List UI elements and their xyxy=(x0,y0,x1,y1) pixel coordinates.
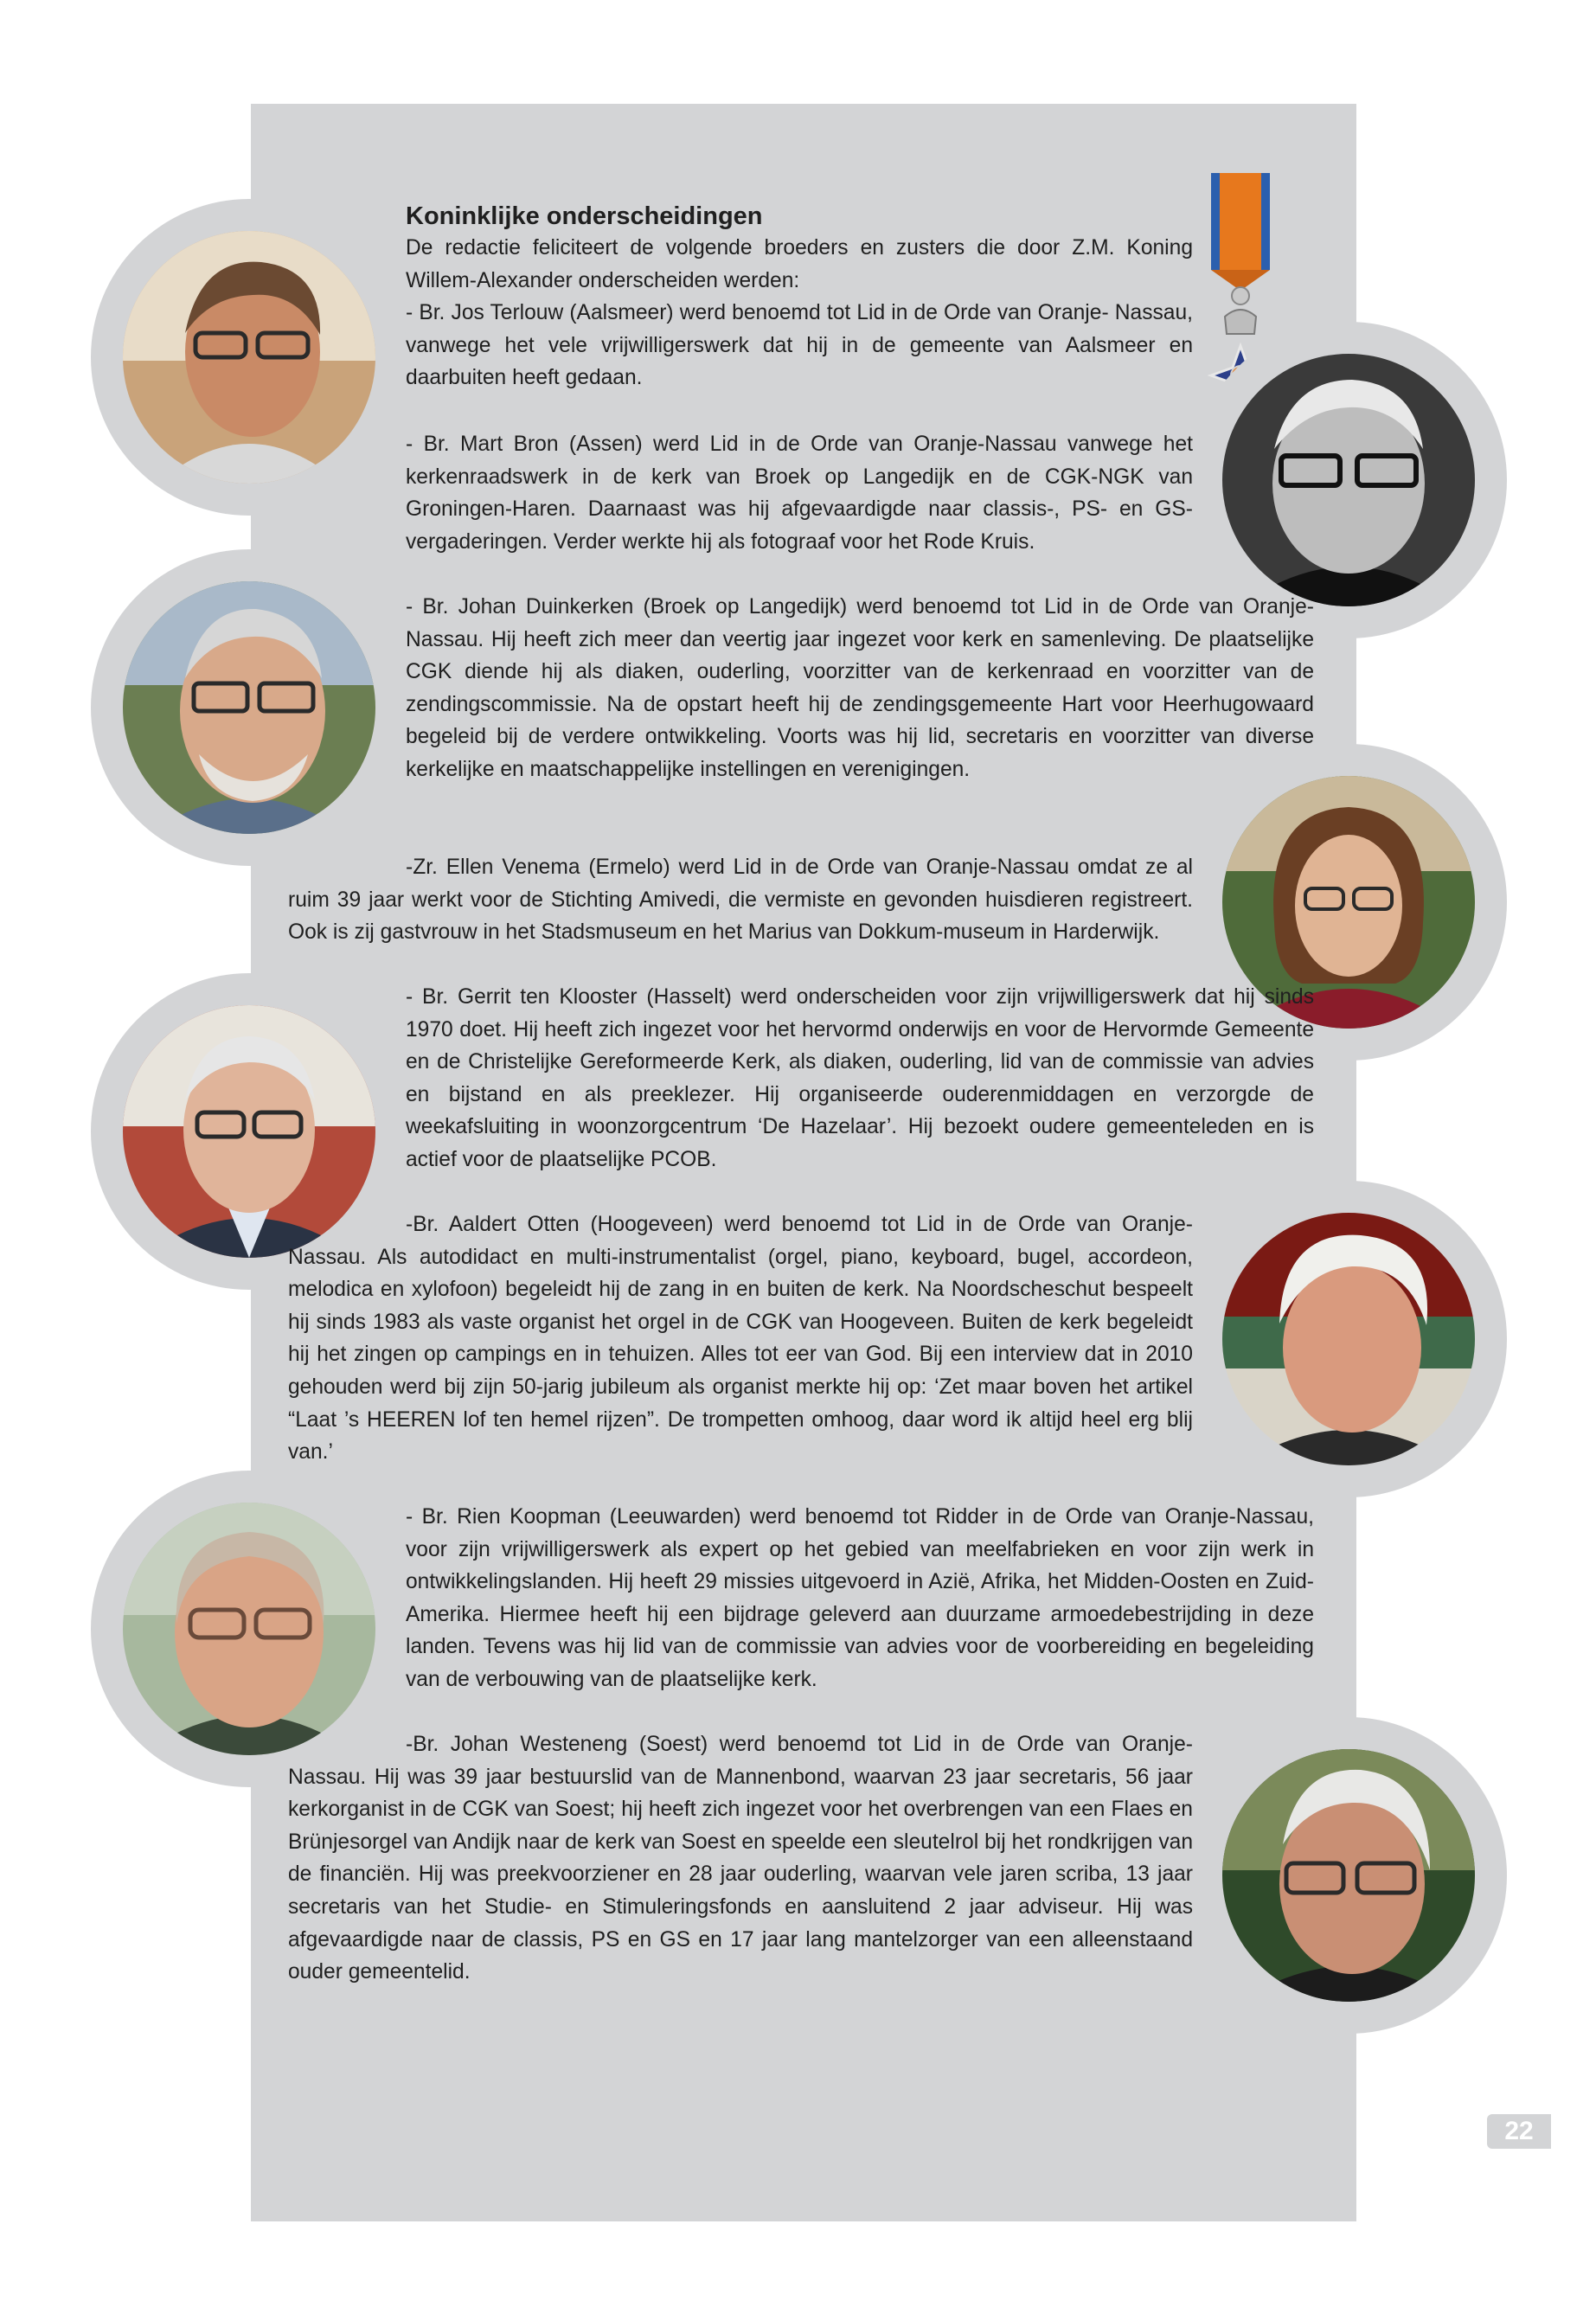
text-line: Nassau. Als autodidact en multi-instrumentalist (orgel, piano, keyboard, bugel, xyxy=(288,1245,1088,1269)
text-line: begeleiding van de verbouwing van de plaatselijke kerk. xyxy=(406,1635,1314,1691)
text-line: -Zr. Ellen Venema (Ermelo) werd Lid in de Orde van Oranje-Nassau omdat ze al xyxy=(406,856,1193,879)
paragraph-johan-westeneng xyxy=(288,1728,1193,1989)
text-line: - Br. Rien Koopman (Leeuwarden) werd benoemd tot Ridder in de Orde van Oranje-Nassau, xyxy=(406,1505,1314,1529)
text-line: kerkenraadswerk in de kerk van Broek op Langedijk en de CGK-NGK van xyxy=(406,465,1193,489)
text-line: - Br. Mart Bron (Assen) werd Lid in de Orde van Oranje-Nassau vanwege het xyxy=(406,433,1193,456)
text-line: accordeon, melodica en xylofoon) begeleidt hij de zang in en buiten de kerk. xyxy=(288,1245,1193,1302)
portrait-photo-johan-westeneng xyxy=(1222,1749,1475,2002)
text-line: secretaris en voorzitter van diverse kerkelijke en maatschappelijke instellingen xyxy=(406,725,1314,781)
portrait-photo-johan-duinkerken xyxy=(123,581,375,834)
text-line: -Br. Aaldert Otten (Hoogeveen) werd benoemd tot Lid in de Orde van Oranje- xyxy=(406,1213,1193,1236)
text-line: Groningen-Haren. Daarnaast was hij afgevaardigde naar classis-, PS- en GS- xyxy=(406,497,1193,522)
paragraph-mart-bron xyxy=(406,428,1193,558)
text-line: en voorzitter van de zendingscommissie. Na de opstart heeft hij de zendingsgemeente Hart xyxy=(406,660,1315,716)
page-number: 22 xyxy=(1487,2114,1551,2149)
intro-line: Willem-Alexander onderscheiden werden: xyxy=(406,268,800,292)
text-line: -Br. Johan Westeneng (Soest) werd benoemd tot Lid in de Orde van Oranje- xyxy=(406,1733,1193,1756)
page-title: Koninklijke onderscheidingen xyxy=(406,202,763,230)
text-line: ontwikkelingslanden. Hij heeft 29 missies uitgevoerd in Azië, Afrika, het Midden-Oosten en xyxy=(406,1570,1266,1594)
text-line: vergaderingen. Verder werkte hij als fotograaf voor het Rode Kruis. xyxy=(406,529,1035,554)
text-line: secretaris, 56 jaar kerkorganist in de CGK van Soest; hij heeft zich ingezet voor het xyxy=(288,1765,1193,1822)
text-line: voor zijn vrijwilligerswerk als expert op het gebied van meelfabrieken en voor zijn werk in xyxy=(406,1537,1314,1561)
paragraph-johan-duinkerken xyxy=(406,591,1314,786)
text-line: - Br. Jos Terlouw (Aalsmeer) werd benoemd tot Lid in de Orde van Oranje- xyxy=(406,301,1115,325)
text-line: Na Noordscheschut bespeelt hij sinds 1983 als vaste organist het orgel in de CGK van xyxy=(288,1278,1193,1334)
text-line: van Oranje-Nassau. Hij heeft zich meer dan veertig jaar ingezet voor kerk en xyxy=(406,595,1314,651)
text-line: Zuid-Amerika. Hiermee heeft hij een bijdrage geleverd aan duurzame armoedebestrijding xyxy=(406,1570,1314,1626)
portrait-photo-aaldert-otten xyxy=(1222,1213,1475,1465)
text-line: samenleving. De plaatselijke CGK diende hij als diaken, ouderling, voorzitter van de kerkenraad xyxy=(406,627,1314,684)
text-line: trompetten omhoog, daar word ik altijd heel erg blij van.’ xyxy=(288,1407,1193,1465)
intro-line: De redactie feliciteert de volgende broeders en zusters die door Z.M. Koning xyxy=(406,236,1193,260)
text-line: ouderling, lid van de commissie van advies en bijstand en als preeklezer. Hij organiseerde xyxy=(406,1050,1314,1106)
text-line: voor Heerhugowaard begeleid bij de verdere ontwikkeling. Voorts was hij lid, xyxy=(406,692,1314,749)
intro-paragraph xyxy=(406,232,1193,297)
text-line: en verenigingen. xyxy=(812,757,971,781)
text-line: overbrengen van een Flaes en Brünjesorgel van Andijk naar de kerk van Soest en speelde xyxy=(288,1798,1193,1854)
text-line: dat hij sinds 1970 doet. Hij heeft zich ingezet voor het hervormd onderwijs en voor xyxy=(406,985,1315,1042)
portrait-photo-rien-koopman xyxy=(123,1503,375,1755)
text-line: lang mantelzorger van een alleenstaand ouder gemeentelid. xyxy=(288,1927,1193,1984)
text-line: bezoekt oudere gemeenteleden en is actief voor de plaatselijke PCOB. xyxy=(406,1115,1314,1171)
text-line: in deze landen. Tevens was hij lid van de commissie van advies voor de voorbereiding en xyxy=(406,1602,1315,1659)
portrait-photo-jos-terlouw xyxy=(123,231,375,484)
text-line: ouderenmiddagen en verzorgde de weekafsluiting in woonzorgcentrum ‘De Hazelaar’. Hij xyxy=(406,1082,1314,1139)
paragraph-ellen-venema xyxy=(288,851,1193,949)
text-line: ouderling, waarvan vele jaren scriba, 13 jaar secretaris van het Studie- en Stimuleringsfonds xyxy=(288,1862,1193,1919)
text-line: en aansluitend 2 jaar adviseur. Hij was afgevaardigde naar de classis, PS en GS en 17 jaar xyxy=(288,1894,1193,1952)
text-line: Hoogeveen. Buiten de kerk begeleidt hij het zingen op campings en in tehuizen. Alles tot xyxy=(288,1310,1193,1367)
text-line: Nassau. Hij was 39 jaar bestuurslid van de Mannenbond, waarvan 23 jaar xyxy=(288,1765,1019,1789)
paragraph-aaldert-otten xyxy=(288,1208,1193,1469)
text-line: Ook is zij gastvrouw in het Stadsmuseum en het Marius van Dokkum-museum in Harderwijk. xyxy=(288,920,1160,945)
paragraph-jos-terlouw xyxy=(406,297,1193,394)
text-line: een sleutelrol bij het rondkrijgen van de financiën. Hij was preekvoorziener en 28 jaar xyxy=(288,1830,1193,1887)
text-line: - Br. Gerrit ten Klooster (Hasselt) werd onderscheiden voor zijn vrijwilligerswerk xyxy=(406,985,1195,1009)
paragraph-gerrit-ten-klooster xyxy=(406,981,1314,1176)
text-line: eer van God. Bij een interview dat in 2010 gehouden werd bij zijn 50-jarig jubileum als xyxy=(288,1343,1193,1399)
text-line: ruim 39 jaar werkt voor de Stichting Amivedi, die vermiste en gevonden huisdieren registreert. xyxy=(288,888,1193,912)
title-block xyxy=(406,201,1193,394)
text-line: de Hervormde Gemeente en de Christelijke Gereformeerde Kerk, als diaken, xyxy=(406,1017,1315,1074)
text-line: - Br. Johan Duinkerken (Broek op Langedijk) werd benoemd tot Lid in de Orde xyxy=(406,595,1200,619)
text-line: organist merkte hij op: ‘Zet maar boven het artikel “Laat ’s HEEREN lof ten hemel rijzen”. De xyxy=(288,1375,1193,1432)
text-line: Nassau, vanwege het vele vrijwilligerswerk dat hij in de gemeente van Aalsmeer xyxy=(406,301,1193,357)
text-line: en daarbuiten heeft gedaan. xyxy=(406,333,1193,390)
paragraph-rien-koopman xyxy=(406,1501,1314,1696)
portrait-photo-mart-bron xyxy=(1222,354,1475,606)
